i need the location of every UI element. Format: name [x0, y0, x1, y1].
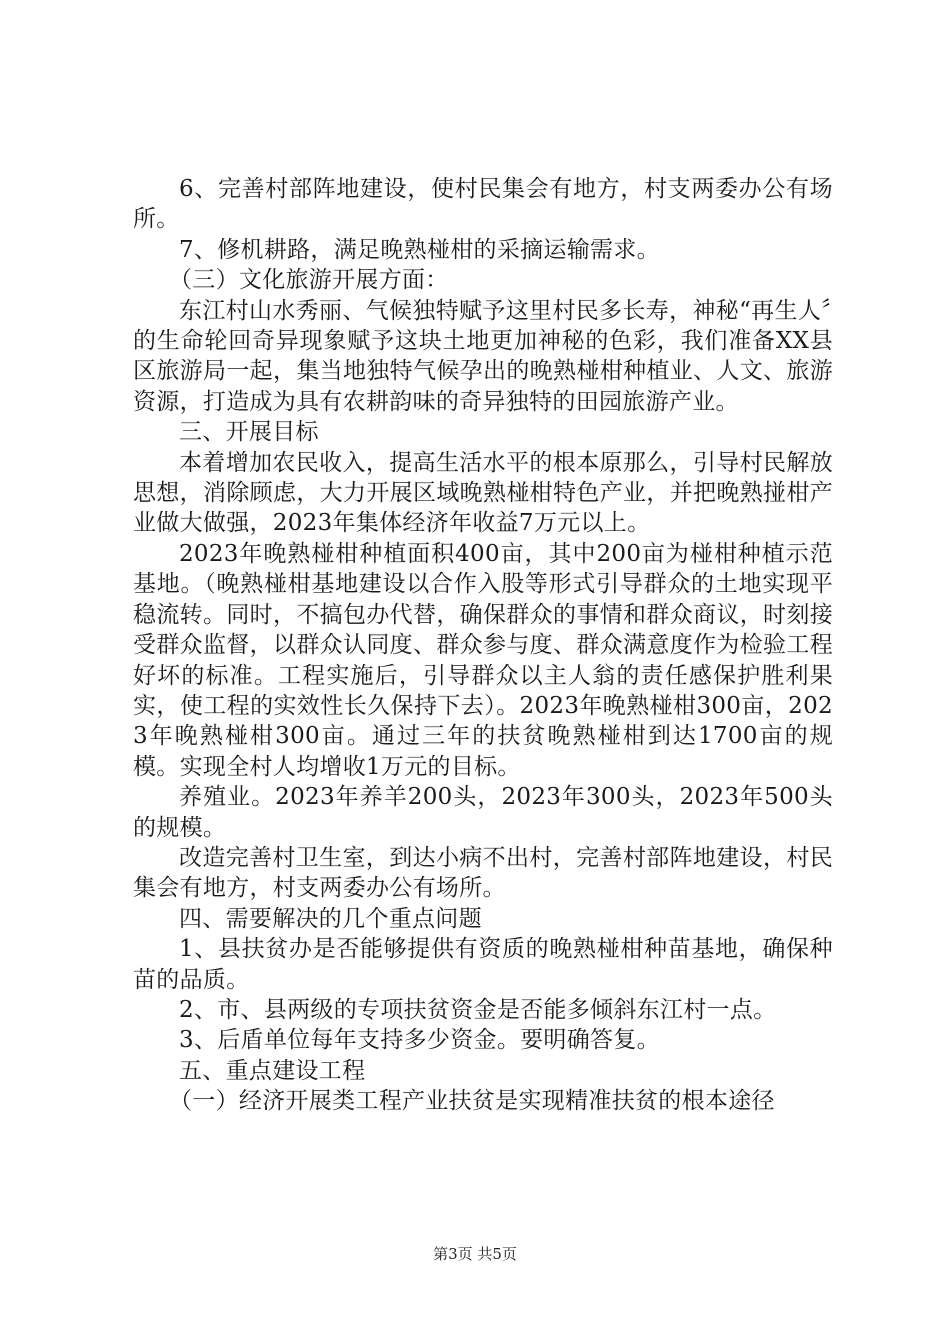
paragraph-planting: 2023年晚熟椪柑种植面积400亩，其中200亩为椪柑种植示范基地。（晚熟椪柑基地建设以合作入股等形式引导群众的土地实现平稳流转。同时，不搞包办代替，确保群众的事情和群众商议，时刻接受群众监督，以群众认同度、群众参与度、群众满意度作为检验工程好坏的标准。工程实施后，引导群众以主人翁的责任感保护胜利果实，使工程的实效性长久保持下去）。2023年晚熟椪柑300亩，2023年晚熟椪柑300亩。通过三年的扶贫晚熟椪柑到达1700亩的规模。实现全村人均增收1万元的目标。: [133, 540, 833, 780]
problem-item-1: 1、县扶贫办是否能够提供有资质的晚熟椪柑种苗基地，确保种苗的品质。: [133, 936, 833, 993]
problem-item-3: 3、后盾单位每年支持多少资金。要明确答复。: [179, 1027, 660, 1054]
paragraph-item-6: 6、完善村部阵地建设，使村民集会有地方，村支两委办公有场所。: [133, 176, 833, 233]
section-heading-culture-tourism: （三）文化旅游开展方面：: [169, 267, 449, 294]
paragraph-goals: 本着增加农民收入，提高生活水平的根本原那么，引导村民解放思想，消除顾虑，大力开展区域晚熟椪柑特色产业，并把晚熟掽柑产业做大做强，2023年集体经济年收益7万元以上。: [133, 449, 833, 537]
problem-item-2: 2、市、县两级的专项扶贫资金是否能多倾斜东江村一点。: [179, 996, 777, 1023]
paragraph-clinic: 改造完善村卫生室，到达小病不出村，完善村部阵地建设，村民集会有地方，村支两委办公有场所。: [133, 844, 833, 902]
section-heading-goals: 三、开展目标: [179, 419, 319, 446]
section-heading-key-projects: 五、重点建设工程: [179, 1057, 366, 1084]
section-heading-key-problems: 四、需要解决的几个重点问题: [179, 905, 482, 932]
paragraph-culture-tourism: 东江村山水秀丽、气候独特赋予这里村民多长寿，神秘“再生人〞的生命轮回奇异现象赋予这块土地更加神秘的色彩，我们准备XX县区旅游局一起，集当地独特气候孕出的晚熟椪柑种植业、人文、旅游资源，打造成为具有农耕韵味的奇异独特的田园旅游产业。: [133, 297, 833, 415]
document-body: [133, 174, 833, 1117]
paragraph-breeding: 养殖业。2023年养羊200头，2023年300头，2023年500头的规模。: [133, 784, 833, 841]
paragraph-item-7: 7、修机耕路，满足晚熟椪柑的采摘运输需求。: [179, 236, 660, 263]
paragraph-economic-projects: （一）经济开展类工程产业扶贫是实现精准扶贫的根本途径: [169, 1088, 775, 1115]
page-footer: 第3页 共5页: [433, 1245, 517, 1263]
